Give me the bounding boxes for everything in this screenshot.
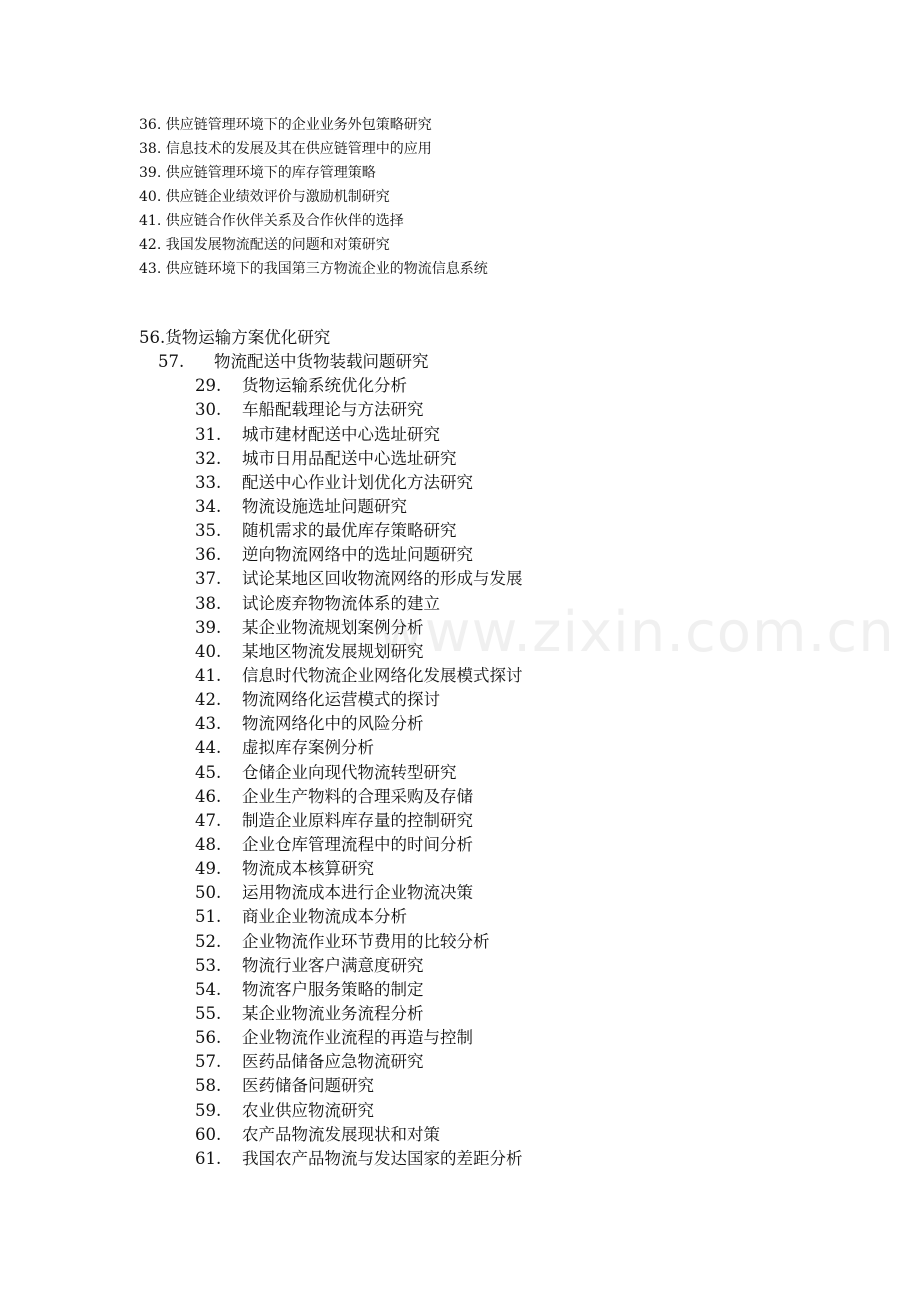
- item-text: 某地区物流发展规划研究: [242, 641, 424, 661]
- item-number: 47.: [195, 810, 222, 830]
- item-number: 40.: [139, 189, 162, 205]
- item-text: 企业物流作业流程的再造与控制: [242, 1028, 473, 1048]
- item-text: 制造企业原料库存量的控制研究: [242, 810, 473, 830]
- item-text: 车船配载理论与方法研究: [242, 400, 424, 420]
- item-text: 运用物流成本进行企业物流决策: [242, 883, 473, 903]
- heading-text: 货物运输方案优化研究: [165, 328, 331, 347]
- list-item: [139, 398, 523, 422]
- item-text: 城市日用品配送中心选址研究: [242, 448, 457, 468]
- item-number: 53.: [195, 955, 222, 975]
- list-item: [139, 857, 523, 881]
- item-text: 物流设施选址问题研究: [242, 496, 407, 516]
- list-item: [139, 495, 523, 519]
- heading-57: [139, 350, 523, 374]
- item-text: 企业物流作业环节费用的比较分析: [242, 931, 490, 951]
- list-item: [139, 1050, 523, 1074]
- item-number: 38.: [139, 141, 162, 157]
- item-number: 35.: [195, 521, 222, 541]
- item-text: 我国农产品物流与发达国家的差距分析: [242, 1148, 523, 1168]
- item-text: 供应链管理环境下的库存管理策略: [165, 165, 376, 181]
- item-text: 信息技术的发展及其在供应链管理中的应用: [165, 141, 432, 157]
- item-number: 43.: [139, 261, 162, 277]
- item-number: 36.: [195, 545, 222, 565]
- item-number: 36.: [139, 117, 162, 133]
- list-item: [139, 592, 523, 616]
- list-item: [139, 833, 523, 857]
- item-text: 供应链管理环境下的企业业务外包策略研究: [165, 117, 432, 133]
- item-number: 40.: [195, 641, 222, 661]
- item-text: 配送中心作业计划优化方法研究: [242, 472, 473, 492]
- list-item: [139, 640, 523, 664]
- list-item: [139, 1002, 523, 1026]
- item-text: 物流网络化运营模式的探讨: [242, 690, 440, 710]
- list-item: [139, 543, 523, 567]
- item-number: 34.: [195, 496, 222, 516]
- list-item: [139, 471, 523, 495]
- item-text: 某企业物流业务流程分析: [242, 1003, 424, 1023]
- item-number: 50.: [195, 883, 222, 903]
- item-number: 55.: [195, 1003, 222, 1023]
- topic-list-section-1: [139, 113, 488, 281]
- item-text: 供应链企业绩效评价与激励机制研究: [165, 189, 390, 205]
- list-item: [139, 1074, 523, 1098]
- item-number: 43.: [195, 714, 222, 734]
- list-item: [139, 954, 523, 978]
- list-item: [139, 688, 523, 712]
- list-item: [139, 881, 523, 905]
- item-text: 物流客户服务策略的制定: [242, 979, 424, 999]
- topic-items: [139, 374, 523, 1171]
- list-item: [139, 137, 488, 161]
- item-number: 42.: [195, 690, 222, 710]
- item-number: 49.: [195, 859, 222, 879]
- item-number: 37.: [195, 569, 222, 589]
- item-text: 逆向物流网络中的选址问题研究: [242, 545, 473, 565]
- item-text: 物流成本核算研究: [242, 859, 374, 879]
- item-number: 51.: [195, 907, 222, 927]
- heading-text: 物流配送中货物装载问题研究: [214, 352, 429, 372]
- list-item: [139, 257, 488, 281]
- item-text: 医药品储备应急物流研究: [242, 1052, 424, 1072]
- list-item: [139, 664, 523, 688]
- heading-number: 57.: [158, 352, 185, 372]
- item-text: 供应链环境下的我国第三方物流企业的物流信息系统: [165, 261, 488, 277]
- item-text: 随机需求的最优库存策略研究: [242, 521, 457, 541]
- item-number: 39.: [195, 617, 222, 637]
- item-number: 58.: [195, 1076, 222, 1096]
- list-item: [139, 736, 523, 760]
- item-text: 商业企业物流成本分析: [242, 907, 407, 927]
- list-item: [139, 809, 523, 833]
- list-item: [139, 1147, 523, 1171]
- list-item: [139, 712, 523, 736]
- item-text: 物流网络化中的风险分析: [242, 714, 424, 734]
- item-number: 54.: [195, 979, 222, 999]
- item-number: 41.: [139, 213, 162, 229]
- list-item: [139, 616, 523, 640]
- list-item: [139, 567, 523, 591]
- list-item: [139, 374, 523, 398]
- item-number: 39.: [139, 165, 162, 181]
- item-number: 46.: [195, 786, 222, 806]
- item-number: 52.: [195, 931, 222, 951]
- list-item: [139, 519, 523, 543]
- item-text: 企业仓库管理流程中的时间分析: [242, 834, 473, 854]
- list-item: [139, 905, 523, 929]
- item-number: 48.: [195, 834, 222, 854]
- item-number: 57.: [195, 1052, 222, 1072]
- list-item: [139, 785, 523, 809]
- item-number: 45.: [195, 762, 222, 782]
- list-item: [139, 161, 488, 185]
- item-text: 虚拟库存案例分析: [242, 738, 374, 758]
- list-item: [139, 233, 488, 257]
- list-item: [139, 930, 523, 954]
- item-text: 城市建材配送中心选址研究: [242, 424, 440, 444]
- list-item: [139, 113, 488, 137]
- item-text: 医药储备问题研究: [242, 1076, 374, 1096]
- list-item: [139, 978, 523, 1002]
- list-item: [139, 447, 523, 471]
- item-text: 仓储企业向现代物流转型研究: [242, 762, 457, 782]
- item-number: 31.: [195, 424, 222, 444]
- watermark: www.zixin.com.cn: [378, 600, 895, 665]
- item-text: 试论某地区回收物流网络的形成与发展: [242, 569, 523, 589]
- item-number: 33.: [195, 472, 222, 492]
- list-item: [139, 423, 523, 447]
- item-text: 农业供应物流研究: [242, 1100, 374, 1120]
- item-number: 59.: [195, 1100, 222, 1120]
- heading-56: [139, 326, 523, 350]
- list-item: [139, 761, 523, 785]
- item-number: 56.: [195, 1028, 222, 1048]
- item-text: 信息时代物流企业网络化发展模式探讨: [242, 665, 523, 685]
- item-text: 我国发展物流配送的问题和对策研究: [165, 237, 390, 253]
- item-number: 42.: [139, 237, 162, 253]
- item-text: 农产品物流发展现状和对策: [242, 1124, 440, 1144]
- list-item: [139, 1123, 523, 1147]
- item-number: 32.: [195, 448, 222, 468]
- item-text: 某企业物流规划案例分析: [242, 617, 424, 637]
- item-text: 供应链合作伙伴关系及合作伙伴的选择: [165, 213, 404, 229]
- topic-list-section-2: [139, 326, 523, 1171]
- item-number: 60.: [195, 1124, 222, 1144]
- item-text: 企业生产物料的合理采购及存储: [242, 786, 473, 806]
- item-number: 44.: [195, 738, 222, 758]
- list-item: [139, 1026, 523, 1050]
- heading-number: 56.: [139, 328, 166, 347]
- list-item: [139, 1099, 523, 1123]
- item-text: 物流行业客户满意度研究: [242, 955, 424, 975]
- item-text: 货物运输系统优化分析: [242, 376, 407, 396]
- item-number: 61.: [195, 1148, 222, 1168]
- item-text: 试论废弃物物流体系的建立: [242, 593, 440, 613]
- item-number: 41.: [195, 665, 222, 685]
- item-number: 38.: [195, 593, 222, 613]
- item-number: 29.: [195, 376, 222, 396]
- item-number: 30.: [195, 400, 222, 420]
- list-item: [139, 185, 488, 209]
- list-item: [139, 209, 488, 233]
